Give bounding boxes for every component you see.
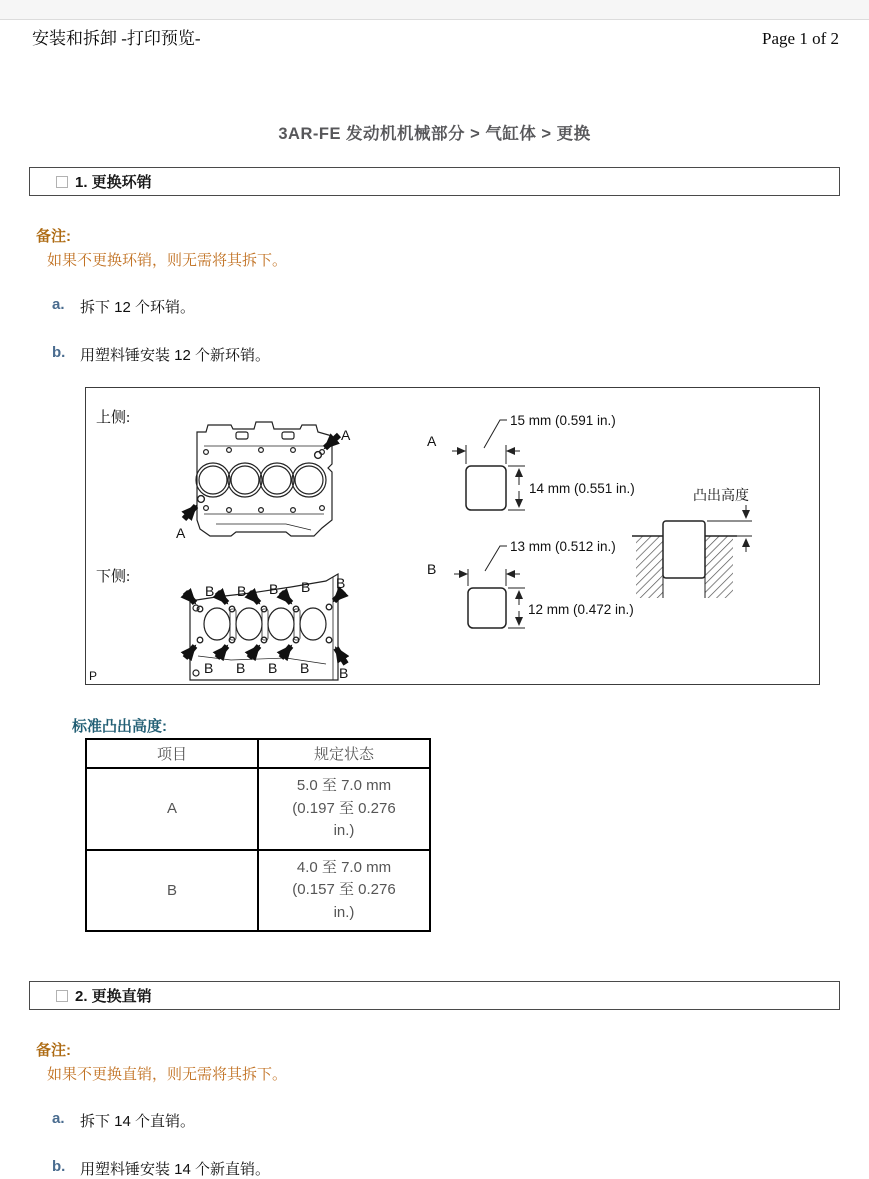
section-1-title: 1. 更换环销: [75, 174, 152, 191]
dim-b-height-text: 12 mm (0.472 in.): [528, 602, 634, 617]
pin-diagram-figure: [85, 387, 820, 685]
dim-a-label: A: [427, 433, 437, 449]
pin-diagram-svg: [86, 388, 819, 684]
pin-b-callout-label: B: [301, 579, 311, 595]
figure-bottom-side-label: 下侧:: [96, 569, 131, 585]
step-2a: [52, 1110, 869, 1131]
note-text-2: 如果不更换直销，则无需将其拆下。: [47, 1066, 288, 1083]
dim-b-label: B: [427, 561, 437, 577]
spec-table: [85, 738, 431, 932]
dim-a-height-text: 14 mm (0.551 in.): [529, 481, 635, 496]
step-2a-text: 拆下 14 个直销。: [80, 1113, 196, 1130]
pin-a-dimensions: [427, 413, 635, 510]
spec-col-item: 项目: [86, 739, 258, 768]
pin-b-dimensions: [427, 539, 634, 628]
step-2b-text: 用塑料锤安装 14 个新直销。: [80, 1161, 271, 1178]
step-2b-letter: b.: [52, 1158, 66, 1175]
print-header: [0, 20, 869, 49]
dim-a-width-text: 15 mm (0.591 in.): [510, 413, 616, 428]
pin-b-callout-label: B: [268, 660, 278, 676]
pin-b-callout-label: B: [339, 665, 349, 681]
spec-row-b-item: B: [86, 850, 258, 932]
note-label-1: 备注:: [36, 228, 71, 245]
pin-b-callout-label: B: [237, 583, 247, 599]
note-text-1: 如果不更换环销，则无需将其拆下。: [47, 252, 288, 269]
pin-b-callout-label: B: [300, 660, 310, 676]
pin-b-callout-label: B: [336, 575, 346, 591]
spec-table-header-row: [86, 739, 430, 768]
pin-b-callout-label: B: [269, 581, 279, 597]
spec-row-a-value: 5.0 至 7.0 mm (0.197 至 0.276 in.): [258, 768, 430, 850]
spec-row-b-value: 4.0 至 7.0 mm (0.157 至 0.276 in.): [258, 850, 430, 932]
step-1b: [52, 344, 869, 365]
engine-block-top-view: [196, 422, 332, 536]
section-2-header: [29, 981, 840, 1010]
section-2-checkbox[interactable]: [56, 990, 68, 1002]
step-1a-text: 拆下 12 个环销。: [80, 299, 196, 316]
spec-col-condition: 规定状态: [258, 739, 430, 768]
figure-top-side-label: 上侧:: [96, 410, 131, 426]
pin-b-callout-label: B: [236, 660, 246, 676]
step-1b-letter: b.: [52, 344, 66, 361]
step-1b-text: 用塑料锤安装 12 个新环销。: [80, 347, 271, 364]
protrusion-drawing: [632, 487, 752, 598]
note-label-2: 备注:: [36, 1042, 71, 1059]
doc-title: 安装和拆卸 -打印预览-: [32, 29, 201, 48]
browser-top-strip: [0, 0, 869, 20]
figure-corner-mark: P: [89, 669, 98, 683]
pin-b-callout-label: B: [204, 660, 214, 676]
step-1a-letter: a.: [52, 296, 65, 313]
protrusion-label: 凸出高度: [693, 489, 749, 504]
step-2a-letter: a.: [52, 1110, 65, 1127]
step-1a: [52, 296, 869, 317]
spec-row-a-item: A: [86, 768, 258, 850]
table-row: [86, 768, 430, 850]
pin-a-callout-label: A: [176, 525, 186, 541]
spec-table-heading: 标准凸出高度:: [72, 718, 167, 735]
pin-a-callout-label: A: [341, 427, 351, 443]
section-2-title: 2. 更换直销: [75, 988, 152, 1005]
table-row: [86, 850, 430, 932]
page-title: 3AR-FE 发动机机械部分 > 气缸体 > 更换: [278, 125, 591, 143]
step-2b: [52, 1158, 869, 1179]
section-1-checkbox[interactable]: [56, 176, 68, 188]
pin-b-callout-label: B: [205, 583, 215, 599]
dim-b-width-text: 13 mm (0.512 in.): [510, 539, 616, 554]
page-number: Page 1 of 2: [762, 29, 839, 48]
section-1-header: [29, 167, 840, 196]
